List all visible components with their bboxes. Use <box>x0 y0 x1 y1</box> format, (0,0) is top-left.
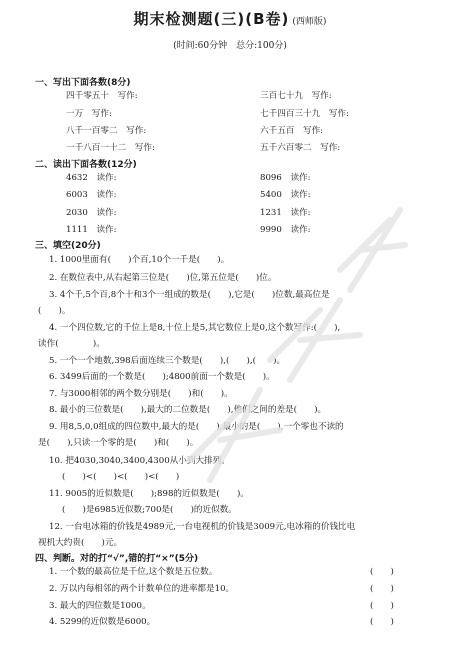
fill-item-5: 5. 一个一个地数,398后面连续三个数是( ),( ),( )。 <box>49 356 286 366</box>
s1-right-item: 三百七十九 写作: <box>260 91 332 101</box>
s1-right-item: 六千五百 写作: <box>260 126 324 136</box>
fill-item-4-cont: 读作( )。 <box>38 339 105 349</box>
fill-item-8: 8. 最小的三位数是( ),最大的二位数是( ),他们之间的差是( )。 <box>49 405 327 415</box>
judge-answer-blank[interactable]: ( ) <box>370 617 394 627</box>
fill-item-3: 3. 4个千,5个百,8个十和3个一组成的数是( ),它是( )位数,最高位是 <box>49 290 330 300</box>
s2-right-item: 1231 读作: <box>260 208 311 218</box>
s1-left-item: 八千一百零二 写作: <box>66 126 147 136</box>
fill-item-9: 9. 用8,5,0,0组成的四位数中,最大的是( ),最小的是( ),一个零也不读的 <box>49 422 344 432</box>
judge-item-1: 1. 一个数的最高位是千位,这个数是五位数。 <box>49 567 218 577</box>
s1-left-item: 一千八百一十二 写作: <box>66 143 155 153</box>
s2-left-item: 6003 读作: <box>66 190 117 200</box>
s1-right-item: 七千四百三十九 写作: <box>260 109 349 119</box>
judge-answer-blank[interactable]: ( ) <box>370 584 394 594</box>
s1-left-item: 四千零五十 写作: <box>66 91 138 101</box>
fill-item-11-cont: ( )是6985近似数;700是( )的近似数。 <box>62 505 237 515</box>
fill-item-12: 12. 一台电冰箱的价钱是4989元,一台电视机的价钱是3009元,电冰箱的价钱比电 <box>49 522 356 532</box>
section-3-heading: 三、填空(20分) <box>35 241 101 251</box>
s2-right-item: 8096 读作: <box>260 173 311 183</box>
page-title <box>0 8 460 29</box>
judge-item-3: 3. 最大的四位数是1000。 <box>49 601 151 611</box>
judge-answer-blank[interactable]: ( ) <box>370 601 394 611</box>
section-4-heading: 四、判断。对的打“√”,错的打“×”(5分) <box>35 554 199 564</box>
judge-answer-blank[interactable]: ( ) <box>370 567 394 577</box>
fill-item-2: 2. 在数位表中,从右起第三位是( )位,第五位是( )位。 <box>49 273 277 283</box>
fill-item-10-answer: ( )<( )<( )<( ) <box>62 472 180 482</box>
exam-info: (时间:60分钟 总分:100分) <box>173 41 287 51</box>
s2-left-item: 1111 读作: <box>66 225 117 235</box>
fill-item-10: 10. 把4030,3040,3400,4300从小到大排列。 <box>49 456 230 466</box>
s2-right-item: 9990 读作: <box>260 225 311 235</box>
fill-item-9-cont: 是( ),只读一个零的是( )和( )。 <box>38 438 199 448</box>
title-edition: (西师版) <box>292 17 327 27</box>
s1-left-item: 一万 写作: <box>66 109 112 119</box>
fill-item-6: 6. 3499后面的一个数是( );4800前面一个数是( )。 <box>49 372 275 382</box>
section-2-heading: 二、读出下面各数(12分) <box>35 160 137 170</box>
fill-item-1: 1. 1000里面有( )个百,10个一千是( )。 <box>49 255 230 265</box>
fill-item-4: 4. 一个四位数,它的千位上是8,十位上是5,其它数位上是0,这个数写作:( ), <box>49 323 341 333</box>
fill-item-12-cont: 视机大约贵( )元。 <box>38 538 123 548</box>
fill-item-3-cont: ( )。 <box>38 306 71 316</box>
fill-item-7: 7. 与3000相邻的两个数分别是( )和( )。 <box>49 389 233 399</box>
judge-item-2: 2. 万以内每相邻的两个计数单位的进率都是10。 <box>49 584 235 594</box>
judge-item-4: 4. 5299的近似数是6000。 <box>49 617 156 627</box>
s2-left-item: 2030 读作: <box>66 208 117 218</box>
section-1-heading: 一、写出下面各数(8分) <box>35 78 131 88</box>
s2-left-item: 4632 读作: <box>66 173 117 183</box>
title-main: 期末检测题(三)(B卷) <box>133 10 290 28</box>
s1-right-item: 五千六百零二 写作: <box>260 143 341 153</box>
fill-item-11: 11. 9005的近似数是( );898的近似数是( )。 <box>49 489 249 499</box>
s2-right-item: 5400 读作: <box>260 190 311 200</box>
